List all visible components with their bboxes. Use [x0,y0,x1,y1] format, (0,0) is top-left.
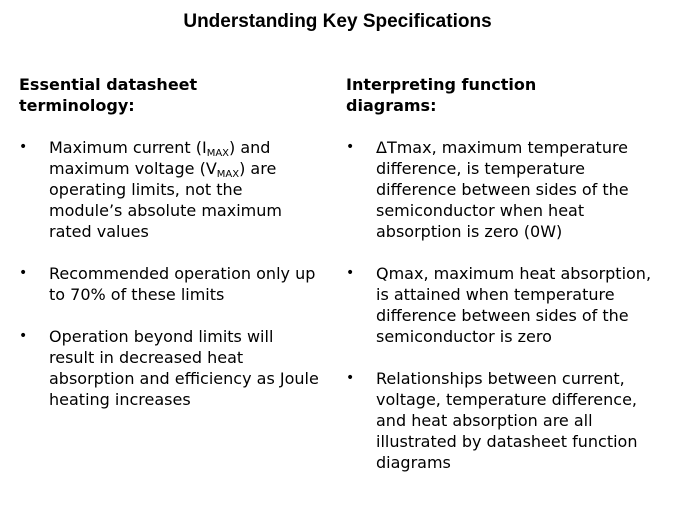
left-bullet-text: Operation beyond limits will result in decreased heat absorption and efficiency as Joule heating increases [49,327,319,409]
right-bullet-item-qmax [346,263,664,347]
imax-subscript: MAX [206,148,230,159]
right-bullet-list [346,137,664,473]
left-bullet-item-max-current [19,137,319,242]
left-column [19,74,319,431]
right-bullet-item-dtmax [346,137,664,242]
left-bullet-list [19,137,319,410]
left-heading-line1: Essential datasheet [19,75,198,94]
right-bullet-item-relationships [346,368,664,473]
left-bullet-item-recommended [19,263,319,305]
slide-title: Understanding Key Specifications [183,11,492,32]
bullet-icon: • [19,328,28,344]
left-bullet-text: Recommended operation only up to 70% of these limits [49,264,316,304]
left-bullet-text-part1: Maximum current (I [49,138,207,157]
left-bullet-text-part3: ) are operating limits, not the module’s absolute maximum rated values [49,159,282,241]
right-column [346,74,664,494]
bullet-icon: • [19,265,28,281]
left-bullet-item-beyond-limits [19,326,319,410]
right-heading [346,74,664,116]
bullet-icon: • [19,139,28,155]
bullet-icon: • [346,370,355,386]
bullet-icon: • [346,139,355,155]
right-bullet-text: Relationships between current, voltage, temperature difference, and heat absorption are all illustrated by datasheet function diagrams [376,369,638,472]
left-bullet-text-part2: ) and maximum voltage (V [49,138,271,178]
vmax-subscript: MAX [216,169,240,180]
right-heading-line1: Interpreting function [346,75,537,94]
left-heading [19,74,319,116]
right-heading-line2: diagrams: [346,96,437,115]
right-bullet-text: ΔTmax, maximum temperature difference, is temperature difference between sides of the semiconductor when heat absorption is zero (0W) [376,138,629,241]
left-heading-line2: terminology: [19,96,135,115]
bullet-icon: • [346,265,355,281]
right-bullet-text: Qmax, maximum heat absorption, is attained when temperature difference between sides of the semiconductor is zero [376,264,652,346]
